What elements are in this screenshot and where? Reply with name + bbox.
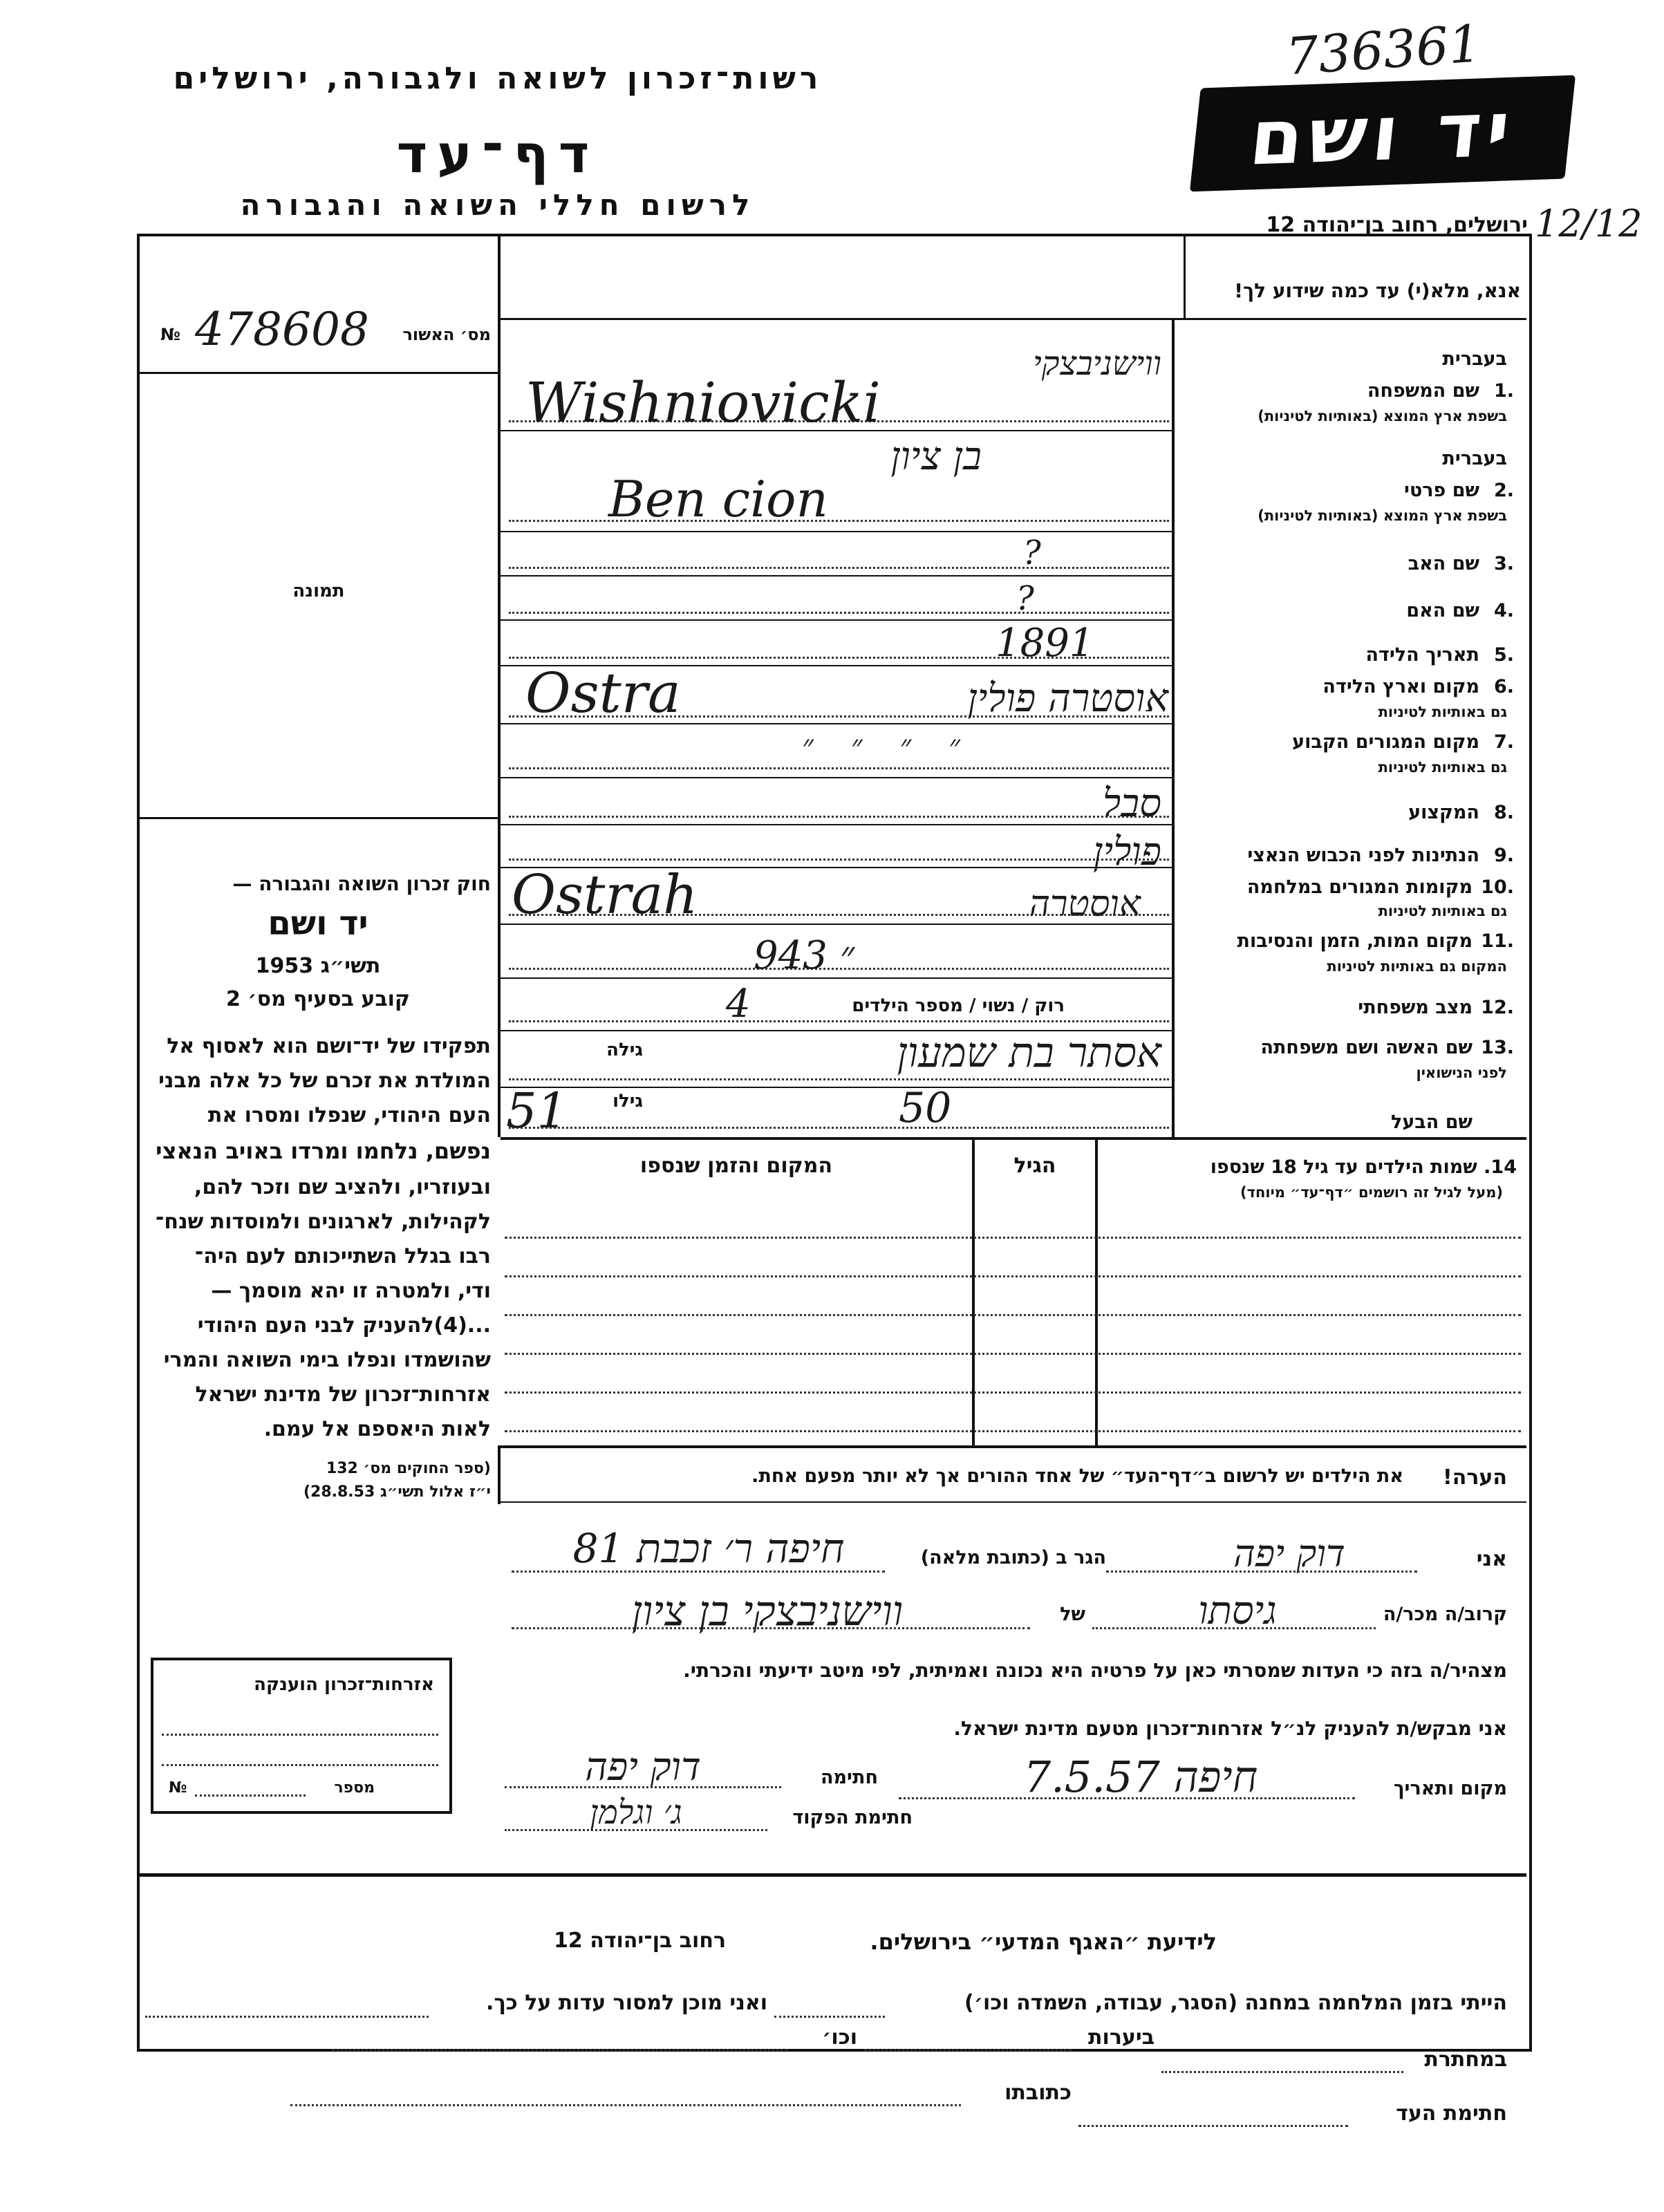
field-9-label: הנתינות לפני הכבוש הנאצי [1247,845,1479,866]
field-line [162,1764,438,1766]
field-line [512,1627,1030,1629]
divider [501,575,1172,577]
field-8-num: 8. [1493,802,1514,823]
authority-title: רשות־זכרון לשואה ולגבורה, ירושלים [173,61,823,96]
husband-label: שם הבעל [1390,1112,1473,1133]
divider [501,777,1172,778]
citizenship-title: אזרחות־זכרון הוענקה [254,1674,434,1695]
field-line [505,1829,767,1831]
table-row [505,1314,1521,1316]
field-line [509,1020,1169,1022]
field-1-num: 1. [1493,380,1514,402]
instruction-text: אנא, מלא(י) עד כמה שידוע לך! [1234,279,1521,302]
field-line [509,612,1169,614]
field-5-label: תאריך הלידה [1365,644,1479,666]
yad-vashem-logo [1190,75,1576,192]
law-title: חוק זכרון השואה והגבורה — [232,872,491,895]
field-line [1161,2071,1403,2073]
field-1-hint: בשפת ארץ המוצא (באותיות לטיניות) [1258,408,1507,424]
declaration-relative-label: קרוב/ה מכר/ה [1383,1604,1507,1625]
declaration-request: אני מבקש/ת להעניק לנ״ל אזרחות־זכרון מטעם מדינת ישראל. [953,1717,1507,1740]
place-date-value: חיפה 7.5.57 [1023,1752,1258,1802]
field-3-value: ? [1023,534,1041,572]
place-date-label: מקום ותאריך [1393,1778,1507,1799]
declaration-i-label: אני [1476,1547,1507,1571]
wife-age-label: גילה [606,1040,643,1060]
header-address: ירושלים, רחוב בן־יהודה 12 [1266,213,1528,237]
field-11-label: מקום המות, הזמן והנסיבות [1237,930,1473,952]
underground-label: במחתרת [1424,2047,1507,2072]
margin-note: 12/12 [1535,202,1643,245]
witness-signature: דוק יפה [585,1745,701,1790]
hebrew-label: בעברית [1442,448,1507,469]
field-6-latin-value: Ostra [525,661,681,725]
note-title: הערה! [1443,1465,1507,1490]
field-10-num: 10. [1481,877,1514,898]
divider [501,531,1172,532]
declaration-relation: גיסתו [1198,1588,1277,1633]
field-2-num: 2. [1493,480,1514,501]
approval-label: מס׳ האשור [402,325,491,344]
declaration-of-name: ווישניבצקי בן ציון [631,1587,904,1635]
declaration-address: חיפה ר׳ זכבת 81 [572,1525,845,1572]
field-7-value: ״ ״ ״ ״ [802,729,974,764]
officer-signature: ג׳ וגלמן [590,1793,682,1832]
field-12-value: 4 [726,982,751,1027]
citizenship-box [151,1658,452,1814]
field-line [774,2016,885,2018]
divider [140,1873,1526,1877]
forests-label: ביערות [1088,2025,1154,2050]
law-line: לקהילות, לארגונים ולמוסדות שנח־ [155,1210,491,1234]
field-line [864,2049,1072,2051]
children-age-header: הגיל [1013,1154,1056,1178]
testimony-offer: ואני מוכן למסור עדות על כך. [486,1991,767,2015]
field-13-hint: לפני הנישואין [1416,1065,1507,1081]
law-line: לאות היאספם אל עמם. [263,1417,491,1441]
form-subtitle: לרשום חללי השואה והגבורה [240,188,756,222]
witness-signature-label: חתימת העד [1396,2101,1507,2126]
law-line: אזרחות־זכרון של מדינת ישראל [195,1382,491,1407]
form-title: דף־עד [396,123,599,185]
divider [140,817,498,819]
field-line [509,567,1169,569]
table-row [505,1353,1521,1355]
field-10-label: מקומות המגורים במלחמה [1246,877,1473,898]
divider [498,318,1526,320]
field-11-value: ״ 943 [754,933,854,978]
divider [498,1445,501,1504]
officer-label: חתימת הפקוד [792,1807,913,1828]
declaration-resides-label: הגר ב (כתובת מלאה) [920,1547,1106,1568]
law-line: ...(4)להעניק לבני העם היהודי [197,1313,491,1338]
field-6-num: 6. [1493,676,1514,697]
camp-line-label: הייתי בזמן המלחמה במחנה (הסגר, עבודה, השמדה וכו׳) [964,1991,1507,2015]
field-1-label: שם המשפחה [1367,380,1479,402]
field-7-num: 7. [1493,731,1514,753]
field-2-latin-value: Ben cion [608,470,828,528]
citizenship-no-label: № [169,1779,187,1797]
field-1-hebrew-value: ווישניבצקי [1033,344,1161,383]
hebrew-label: בעברית [1442,348,1507,370]
divider [1184,236,1186,318]
citizenship-number-label: מספר [334,1779,375,1797]
approval-no-label: № [160,325,180,344]
field-9-num: 9. [1493,845,1514,866]
table-row [505,1430,1521,1432]
divider [501,1501,1526,1503]
law-line: תפקידו של יד־ושם הוא לאסוף אל [167,1034,491,1058]
field-13-value: אסתר בת שמעון [897,1029,1161,1077]
field-line [509,1078,1169,1080]
law-line: ובעוזריו, ולהציב שם וזכר להם, [194,1175,491,1199]
bottom-address: רחוב בן־יהודה 12 [554,1929,726,1953]
children-hint: (מעל לגיל זה רושמים ״דף־עד״ מיוחד) [1240,1184,1503,1201]
field-8-value: סבל [1102,781,1161,826]
field-3-num: 3. [1493,553,1514,574]
table-row [505,1275,1521,1277]
field-10-latin-value: Ostrah [512,864,698,926]
field-4-value: ? [1016,579,1034,618]
approval-number: 478608 [195,303,369,356]
divider [501,1445,1526,1448]
field-line [505,1786,781,1788]
table-row [505,1391,1521,1394]
field-6-hebrew-value: אוסטרה פולין [967,676,1168,721]
field-line [332,2049,788,2051]
marital-options: רוק / נשוי / מספר הילדים [852,995,1065,1016]
divider [140,372,498,374]
field-12-label: מצב משפחתי [1358,997,1473,1018]
field-2-hint: בשפת ארץ המוצא (באותיות לטיניות) [1258,507,1507,524]
law-line: נפשם, נלחמו ומרדו באויב הנאצי [156,1138,491,1164]
field-line [1106,1571,1417,1573]
declaration-witness-name: דוק יפה [1233,1532,1345,1575]
law-reference: (ספר החוקים מס׳ 132 [326,1460,491,1477]
field-line [162,1734,438,1736]
field-4-label: שם האם [1406,600,1479,621]
field-line [145,2016,429,2018]
law-line: העם היהודי, שנפלו ומסרו את [207,1103,491,1127]
divider [972,1140,975,1445]
file-number: 736361 [1284,14,1484,87]
note-text: את הילדים יש לרשום ב״דף־העד״ של אחד ההורים אך לא יותר מפעם אחת. [751,1465,1403,1487]
field-9-value: פולין [1093,830,1161,874]
field-7-label: מקום המגורים הקבוע [1292,731,1479,753]
law-line: המולדת את זכרם של כל אלה מבני [158,1069,491,1093]
field-8-label: המקצוע [1408,802,1479,823]
law-line: רבו בגלל השתייכותם לעם היה־ [194,1244,491,1268]
field-line [512,1571,885,1573]
field-7-hint: גם באותיות לטיניות [1378,759,1507,776]
law-clause: קובע בסעיף מס׳ 2 [225,987,411,1011]
photo-area [140,375,498,817]
field-6-label: מקום וארץ הלידה [1322,676,1479,697]
field-2-label: שם פרטי [1404,480,1479,501]
children-label: 14. שמות הילדים עד גיל 18 שנספו [1210,1156,1517,1178]
field-6-hint: גם באותיות לטיניות [1378,704,1507,720]
law-reference: י״ז אלול תשי״ג 28.8.53) [303,1483,491,1501]
law-name: יד ושם [268,904,368,943]
field-11-hint: המקום גם באותיות לטיניות [1327,958,1507,975]
signature-label: חתימה [820,1767,878,1788]
husband-age-value: 50 [899,1084,952,1132]
law-line: שהושמדו ונפלו בימי השואה והמרי [163,1348,491,1372]
divider [1172,318,1175,1137]
field-5-value: 1891 [995,621,1094,666]
field-line [899,1797,1355,1799]
divider [501,1087,1172,1088]
field-10-hint: גם באותיות לטיניות [1378,903,1507,919]
field-10-hebrew-value: אוסטרה [1029,883,1141,925]
etc-label: וכו׳ [822,2025,857,2050]
law-line: ודי, ולמטרה זו יהא מוסמך — [211,1279,491,1303]
field-line [509,1127,1169,1129]
address-label: כתובתו [1004,2081,1072,2105]
husband-age-label: גילו [613,1091,643,1112]
field-line [290,2104,961,2106]
divider [1095,1140,1098,1445]
divider [498,236,501,1137]
field-12-num: 12. [1481,997,1514,1018]
field-line [1078,2125,1348,2127]
logo-text: יד ושם [1245,84,1520,182]
table-row [505,1237,1521,1239]
field-4-num: 4. [1493,600,1514,621]
field-13-num: 13. [1481,1037,1514,1058]
law-year: תשי״ג 1953 [255,954,381,978]
field-line [509,767,1169,769]
field-line [1092,1627,1376,1629]
photo-label: תמונה [292,581,345,601]
field-1-latin-value: Wishniovicki [525,371,881,435]
declaration-statement: מצהיר/ה בזה כי העדות שמסרתי כאן על פרטיה היא נכונה ואמיתית, לפי מיטב ידיעתי והכרתי. [683,1659,1507,1682]
field-3-label: שם האב [1408,553,1479,574]
children-place-header: המקום והזמן שנספו [639,1154,833,1178]
field-11-num: 11. [1481,930,1514,952]
field-5-num: 5. [1493,644,1514,666]
bottom-title: לידיעת ״האגף המדעי״ בירושלים. [870,1929,1217,1955]
field-2-hebrew-value: בן ציון [890,434,982,479]
stray-mark: 51 [506,1082,568,1139]
children-table [501,1140,1526,1445]
field-line [195,1794,306,1797]
field-13-label: שם האשה ושם משפחתה [1260,1037,1473,1058]
declaration-of-label: של [1060,1604,1085,1625]
